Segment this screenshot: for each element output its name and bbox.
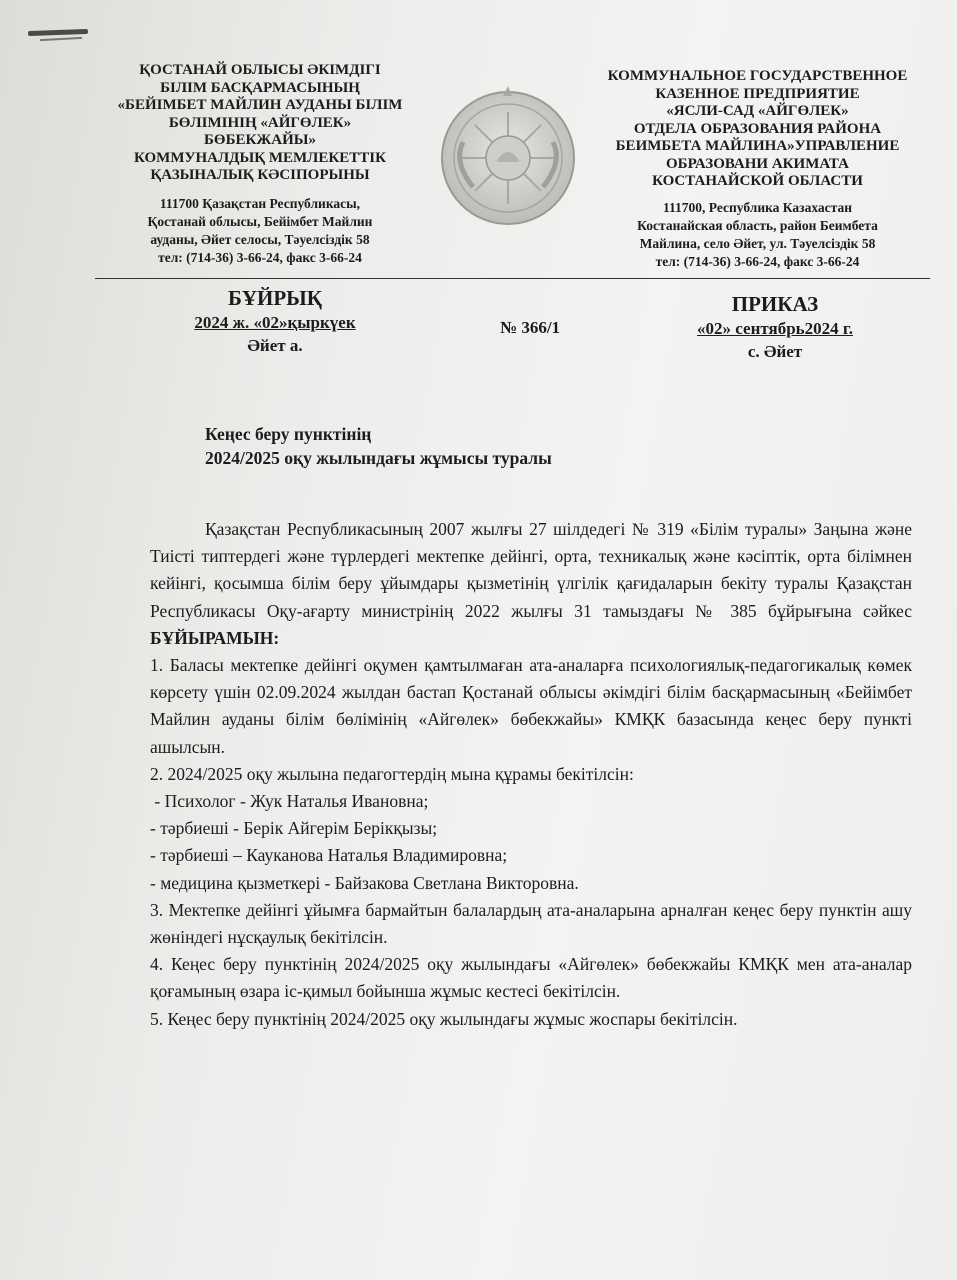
header-left-address-line: тел: (714-36) 3-66-24, факс 3-66-24 (158, 249, 362, 265)
header-right-org-line: ОТДЕЛА ОБРАЗОВАНИЯ РАЙОНА (633, 120, 882, 137)
header-right-org-line: ОБРАЗОВАНИ АКИМАТА (666, 155, 849, 172)
order-kazakh-date: 2024 ж. «02»қыркүек (194, 313, 356, 332)
header-right-org-line: БЕИМБЕТА МАЙЛИНА»УПРАВЛЕНИЕ (615, 138, 900, 154)
order-item: 2. 2024/2025 оқу жылына педагогтердің мына құрамы бекітілсін: (150, 763, 634, 784)
order-number: № 366/1 (500, 318, 561, 337)
header-right-address-line: 111700, Республика Казахастан (663, 199, 852, 215)
order-body (150, 516, 912, 1033)
staff-item: - Психолог - Жук Наталья Ивановна; (150, 791, 429, 812)
header-left-org-line: БӨЛІМІНІҢ «АЙГӨЛЕК» (168, 114, 352, 131)
header-left (95, 62, 425, 267)
order-kazakh (150, 285, 400, 357)
header-left-org-line: БӨБЕКЖАЙЫ» (204, 132, 316, 148)
pen-mark-thin (40, 37, 82, 41)
order-subject (205, 422, 552, 470)
header-left-org-line: ҚОСТАНАЙ ОБЛЫСЫ ӘКІМДІГІ (139, 62, 381, 78)
staff-item: - тәрбиеші - Берік Айгерім Берікқызы; (150, 818, 438, 839)
order-kazakh-title: БҰЙРЫҚ (227, 286, 323, 310)
order-item: 3. Мектепке дейінгі ұйымға бармайтын балалардың ата-аналарына арналған кеңес беру пунктін ашу жөніндегі нұсқаулық бекітілсін. (150, 899, 912, 948)
order-kazakh-place: Әйет а. (247, 336, 303, 355)
header-right-organization (590, 68, 925, 191)
header-divider (95, 278, 930, 279)
preamble-text: Қазақстан Республикасының 2007 жылғы 27 шілдедегі № 319 «Білім туралы» Заңына және Тиісті типтердегі және түрлердегі мектепке дейінгі, орта, техникалық және кәсіптік, орта білімнен кейінгі, қосымша білім беру ұйымдары қызметінің үлгілік қағидаларын бекіту туралы Қазақстан Республикасы Оқу-ағарту министрінің 2022 жылғы 31 тамыздағы № 385 бұйрығына сәйкес (150, 519, 912, 621)
header-right-address-line: Костанайская область, район Беимбета (637, 217, 878, 233)
preamble-paragraph (150, 516, 912, 652)
header-right (590, 68, 925, 271)
header-left-address-line: Қостанай облысы, Бейімбет Майлин (147, 213, 373, 229)
header-right-org-line: КОСТАНАЙСКОЙ ОБЛАСТИ (652, 173, 863, 189)
command-word: БҰЙЫРАМЫН: (150, 627, 280, 648)
header-right-org-line: КОММУНАЛЬНОЕ ГОСУДАРСТВЕННОЕ (607, 68, 908, 84)
staff-item: - медицина қызметкері - Байзакова Светлана Викторовна. (150, 872, 579, 893)
header-left-org-line: «БЕЙІМБЕТ МАЙЛИН АУДАНЫ БІЛІМ (117, 97, 403, 113)
order-subject-line: 2024/2025 оқу жылындағы жұмысы туралы (205, 448, 552, 468)
header-left-address-line: ауданы, Әйет селосы, Тәуелсіздік 58 (150, 231, 370, 247)
order-item: 1. Баласы мектепке дейінгі оқумен қамтылмаған ата-аналарға психологиялық-педагогикалық көмек көрсету үшін 02.09.2024 жылдан бастап Қостанай облысы әкімдігі білім басқармасының «Бейімбет Майлин ауданы білім бөлімінің «Айгөлек» бөбекжайы» КМҚК базасында кеңес беру пункті ашылсын. (150, 655, 912, 757)
order-subject-line: Кеңес беру пунктінің (205, 424, 372, 444)
pen-mark (28, 29, 88, 36)
state-emblem-icon (433, 82, 583, 232)
header-right-address-line: тел: (714-36) 3-66-24, факс 3-66-24 (655, 253, 860, 269)
header-right-org-line: КАЗЕННОЕ ПРЕДПРИЯТИЕ (655, 85, 860, 102)
header-left-org-line: КОММУНАЛДЫҚ МЕМЛЕКЕТТІК (134, 149, 386, 166)
header-left-address-line: 111700 Қазақстан Республикасы, (159, 195, 361, 211)
order-item: 5. Кеңес беру пунктінің 2024/2025 оқу жылындағы жұмыс жоспары бекітілсін. (150, 1008, 738, 1029)
header-left-org-line: ҚАЗЫНАЛЫҚ КӘСІПОРЫНЫ (150, 167, 370, 183)
order-russian-title: ПРИКАЗ (731, 292, 819, 316)
header-left-org-line: БІЛІМ БАСҚАРМАСЫНЫҢ (160, 79, 360, 96)
order-item: 4. Кеңес беру пунктінің 2024/2025 оқу жылындағы «Айгөлек» бөбекжайы КМҚК мен ата-аналар қоғамының өзара іс-қимыл бойынша жұмыс кестесі бекітілсін. (150, 954, 912, 1002)
header-left-address (95, 195, 425, 267)
header-right-address (590, 199, 925, 271)
order-russian (655, 291, 895, 363)
header-left-organization (95, 62, 425, 185)
order-russian-date: «02» сентябрь2024 г. (697, 319, 853, 338)
header-right-org-line: «ЯСЛИ-САД «АЙГӨЛЕК» (666, 103, 849, 119)
order-russian-place: с. Әйет (747, 342, 803, 361)
staff-item: - тәрбиеші – Кауканова Наталья Владимировна; (150, 845, 508, 866)
header-right-address-line: Майлина, село Әйет, ул. Тәуелсіздік 58 (639, 235, 876, 251)
